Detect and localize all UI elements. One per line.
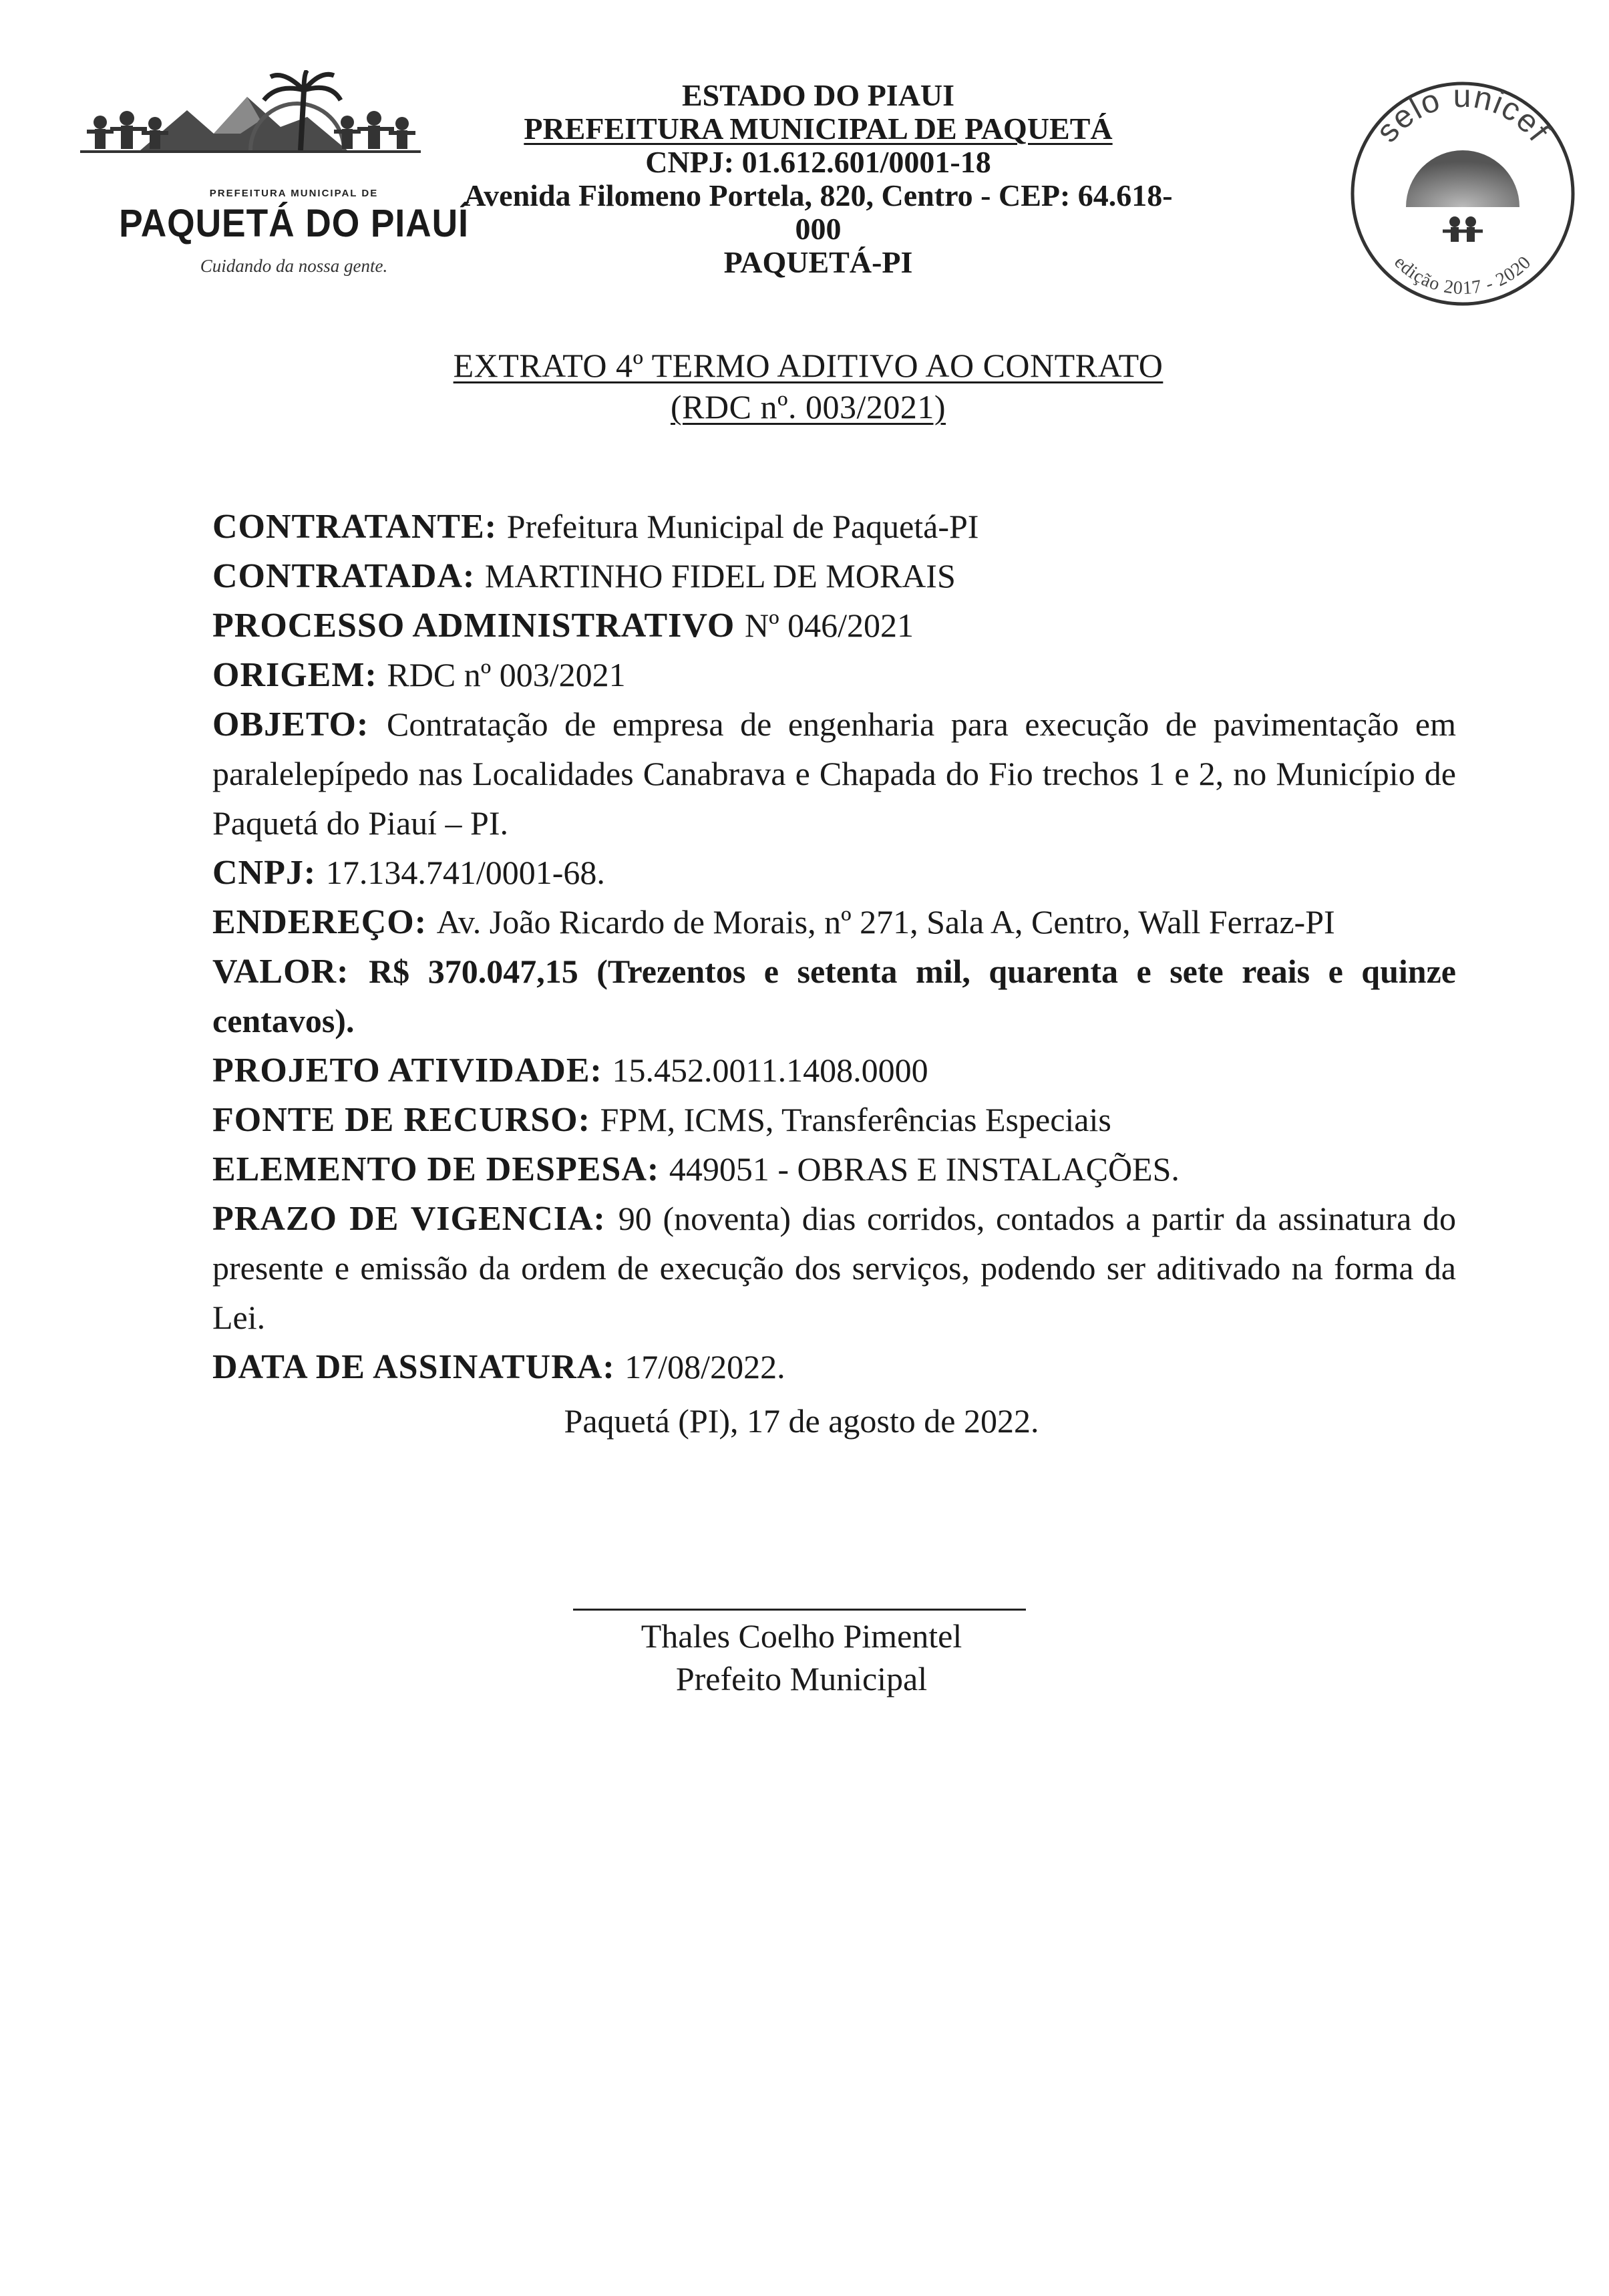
seal-bottom-text: edição 2017 - 2020	[1390, 252, 1536, 299]
letterhead	[441, 79, 1196, 279]
title-line-1: EXTRATO 4º TERMO ADITIVO AO CONTRATO	[453, 347, 1164, 384]
signer-name: Thales Coelho Pimentel	[641, 1617, 962, 1655]
municipality-line: PREFEITURA MUNICIPAL DE PAQUETÁ	[524, 112, 1113, 146]
field-fonte: FONTE DE RECURSO: FPM, ICMS, Transferências Especiais	[212, 1101, 1111, 1139]
place-and-date: Paquetá (PI), 17 de agosto de 2022.	[564, 1402, 1039, 1440]
field-contratante: CONTRATANTE: Prefeitura Municipal de Paquetá-PI	[212, 508, 979, 546]
cnpj-line: CNPJ: 01.612.601/0001-18	[645, 145, 991, 179]
svg-text:selo unicef	[1369, 79, 1556, 149]
field-origem: ORIGEM: RDC nº 003/2021	[212, 656, 626, 694]
logo-small-text: PREFEITURA MUNICIPAL DE	[209, 188, 379, 199]
logo-name: PAQUETÁ DO PIAUÍ	[119, 202, 469, 245]
seal-top-text: selo unicef	[1369, 79, 1557, 149]
field-prazo: PRAZO DE VIGENCIA: 90 (noventa) dias corridos, contados a partir da assinatura do presente e emissão da ordem de execução dos serviços, podendo ser aditivado na forma da Lei.	[212, 1200, 1456, 1336]
city-line: PAQUETÁ-PI	[723, 245, 913, 279]
state-line: ESTADO DO PIAUI	[681, 78, 955, 112]
unicef-seal-icon	[1343, 73, 1583, 314]
field-processo: PROCESSO ADMINISTRATIVO Nº 046/2021	[212, 607, 914, 645]
field-cnpj: CNPJ: 17.134.741/0001-68.	[212, 854, 605, 892]
title-line-2: (RDC nº. 003/2021)	[670, 388, 946, 426]
logo-graphic-icon	[80, 70, 421, 204]
logo-tagline: Cuidando da nossa gente.	[200, 256, 388, 276]
field-elemento: ELEMENTO DE DESPESA: 449051 - OBRAS E INSTALAÇÕES.	[212, 1150, 1180, 1188]
field-contratada: CONTRATADA: MARTINHO FIDEL DE MORAIS	[212, 557, 956, 595]
address-line: Avenida Filomeno Portela, 820, Centro - CEP: 64.618-000	[464, 178, 1173, 246]
municipality-logo	[80, 70, 469, 291]
document-title	[374, 345, 1242, 428]
field-projeto: PROJETO ATIVIDADE: 15.452.0011.1408.0000	[212, 1051, 928, 1090]
signature-line	[573, 1609, 1026, 1611]
contract-fields	[212, 502, 1456, 1392]
field-endereco: ENDEREÇO: Av. João Ricardo de Morais, nº 271, Sala A, Centro, Wall Ferraz-PI	[212, 903, 1335, 941]
field-valor: VALOR: R$ 370.047,15 (Trezentos e setenta mil, quarenta e sete reais e quinze centavos).	[212, 953, 1456, 1039]
field-data-assinatura: DATA DE ASSINATURA: 17/08/2022.	[212, 1348, 785, 1386]
signer-role: Prefeito Municipal	[675, 1660, 928, 1697]
unicef-seal	[1343, 73, 1583, 314]
field-objeto: OBJETO: Contratação de empresa de engenharia para execução de pavimentação em paralelepípedo nas Localidades Canabrava e Chapada do Fio trechos 1 e 2, no Município de Paquetá do Piauí – PI.	[212, 705, 1456, 842]
